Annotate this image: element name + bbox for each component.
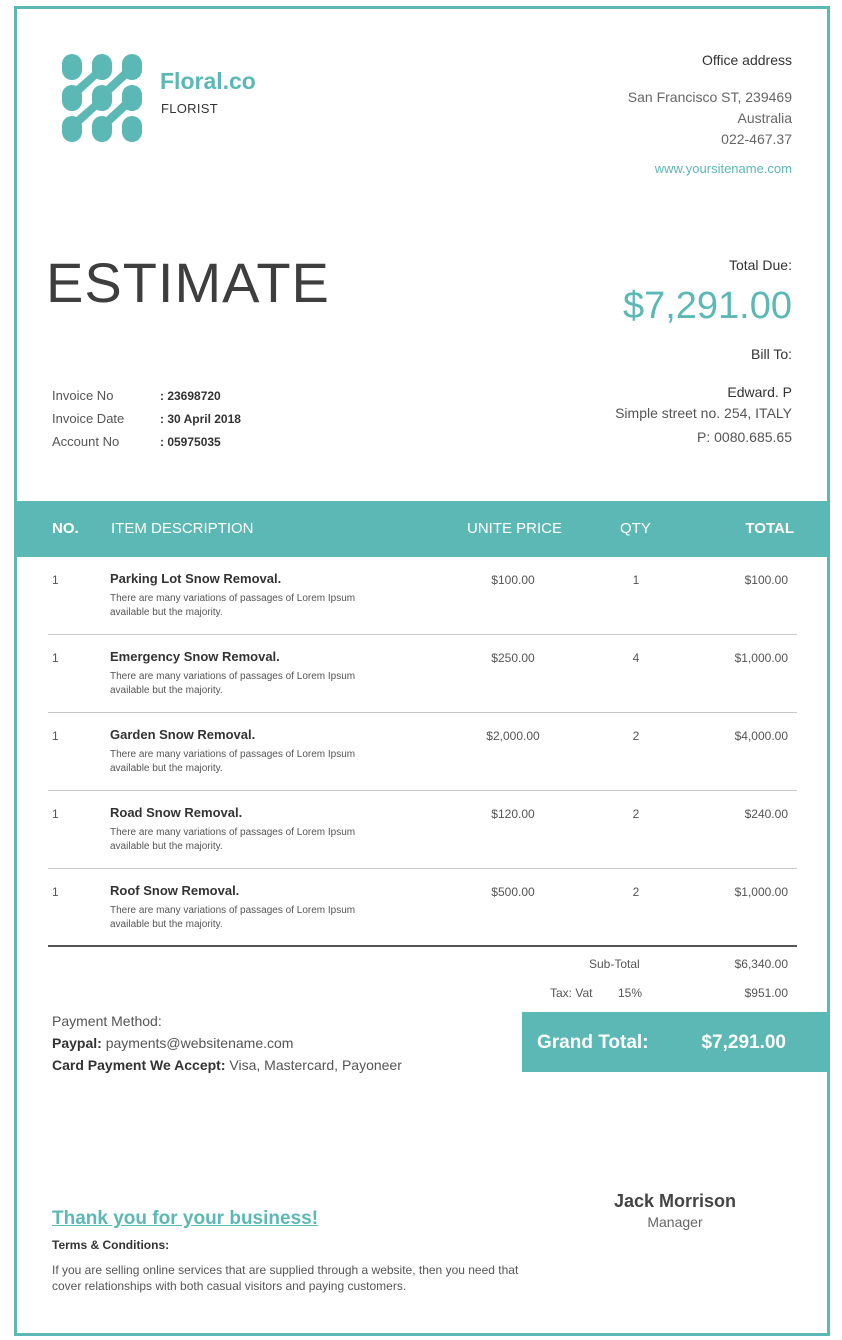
item-name: Garden Snow Removal. <box>110 727 256 742</box>
item-price: $500.00 <box>491 885 535 899</box>
item-qty: 1 <box>632 573 640 587</box>
table-row <box>48 791 797 869</box>
item-price: $100.00 <box>491 573 535 587</box>
card-label: Card Payment We Accept: <box>52 1057 226 1073</box>
invoice-date-value: : 30 April 2018 <box>160 411 241 426</box>
paypal-label: Paypal: <box>52 1035 102 1051</box>
item-price: $2,000.00 <box>486 729 540 743</box>
total-due <box>623 256 792 363</box>
signer-name: Jack Morrison <box>613 1191 737 1211</box>
table-row <box>48 635 797 713</box>
table-header <box>16 501 828 557</box>
item-total: $4,000.00 <box>734 729 788 743</box>
bill-to-label: Bill To: <box>751 346 792 362</box>
signature <box>598 1190 752 1232</box>
brand-name: Floral.co <box>160 68 256 94</box>
item-price: $250.00 <box>491 651 535 665</box>
tax-label: Tax: Vat <box>550 986 593 1000</box>
bill-to-phone: P: 0080.685.65 <box>697 429 792 445</box>
item-total: $1,000.00 <box>734 651 788 665</box>
account-no-value: : 05975035 <box>160 434 221 449</box>
invoice-date-label: Invoice Date <box>52 411 125 426</box>
tax-rate: 15% <box>618 986 643 1000</box>
brand-subtitle: FLORIST <box>161 101 218 116</box>
item-qty: 2 <box>632 885 640 899</box>
header-description: ITEM DESCRIPTION <box>111 520 254 537</box>
subtotal-value: $6,340.00 <box>734 957 788 971</box>
item-name: Road Snow Removal. <box>110 805 243 820</box>
total-due-label: Total Due: <box>728 257 792 273</box>
grand-total-label: Grand Total: <box>537 1032 649 1053</box>
grand-total <box>522 1012 828 1072</box>
thank-you-message: Thank you for your business! <box>52 1208 319 1229</box>
office-phone: 022-467.37 <box>721 131 792 147</box>
item-description: There are many variations of passages of Lorem Ipsum available but the majority. <box>110 827 356 852</box>
item-description: There are many variations of passages of Lorem Ipsum available but the majority. <box>110 671 356 696</box>
item-no: 1 <box>52 807 59 821</box>
item-no: 1 <box>52 729 59 743</box>
header-qty: QTY <box>620 520 651 537</box>
item-description: There are many variations of passages of Lorem Ipsum available but the majority. <box>110 749 356 774</box>
item-qty: 4 <box>632 651 640 665</box>
item-name: Emergency Snow Removal. <box>110 649 280 664</box>
table-row <box>48 869 797 947</box>
table-row <box>48 713 797 791</box>
item-name: Roof Snow Removal. <box>110 883 240 898</box>
item-name: Parking Lot Snow Removal. <box>110 571 282 586</box>
tax-value: $951.00 <box>744 986 788 1000</box>
item-qty: 2 <box>632 729 640 743</box>
item-total: $1,000.00 <box>734 885 788 899</box>
item-description: There are many variations of passages of Lorem Ipsum available but the majority. <box>110 905 356 930</box>
item-total: $240.00 <box>744 807 788 821</box>
item-description: There are many variations of passages of Lorem Ipsum available but the majority. <box>110 593 356 618</box>
card-list: Visa, Mastercard, Payoneer <box>229 1057 402 1073</box>
items-list <box>48 557 797 947</box>
bill-to-address: Simple street no. 254, ITALY <box>615 405 792 421</box>
payment-title: Payment Method: <box>52 1013 162 1029</box>
header-total: TOTAL <box>745 520 794 537</box>
item-no: 1 <box>52 573 59 587</box>
item-price: $120.00 <box>491 807 535 821</box>
signer-role: Manager <box>647 1214 703 1230</box>
bill-to-name: Edward. P <box>727 384 792 400</box>
office-country: Australia <box>737 110 792 126</box>
item-no: 1 <box>52 885 59 899</box>
account-no-label: Account No <box>52 434 120 449</box>
grand-total-value: $7,291.00 <box>701 1032 786 1053</box>
terms-title: Terms & Conditions: <box>52 1238 170 1252</box>
invoice-no-label: Invoice No <box>52 388 114 403</box>
office-address <box>628 51 792 178</box>
invoice-no-value: : 23698720 <box>160 388 221 403</box>
total-due-amount: $7,291.00 <box>622 285 792 327</box>
header-no: NO. <box>52 520 79 537</box>
payment-method <box>52 1010 402 1076</box>
table-row <box>48 557 797 635</box>
office-street: San Francisco ST, 239469 <box>627 89 792 105</box>
subtotal-label: Sub-Total <box>589 957 640 971</box>
item-no: 1 <box>52 651 59 665</box>
terms-body: If you are selling online services that are supplied through a website, then you need that cover relationships with both casual visitors and paying customers. <box>52 1263 519 1293</box>
paypal-email: payments@websitename.com <box>105 1035 294 1051</box>
item-total: $100.00 <box>744 573 788 587</box>
invoice-meta <box>52 384 241 453</box>
office-address-title: Office address <box>701 52 792 68</box>
item-qty: 2 <box>632 807 640 821</box>
document-title: ESTIMATE <box>46 251 330 314</box>
website-link[interactable]: www.yoursitename.com <box>654 161 792 176</box>
connected-dots-logo-icon <box>60 52 144 144</box>
bill-to <box>615 382 792 448</box>
header-unit-price: UNITE PRICE <box>467 520 563 537</box>
